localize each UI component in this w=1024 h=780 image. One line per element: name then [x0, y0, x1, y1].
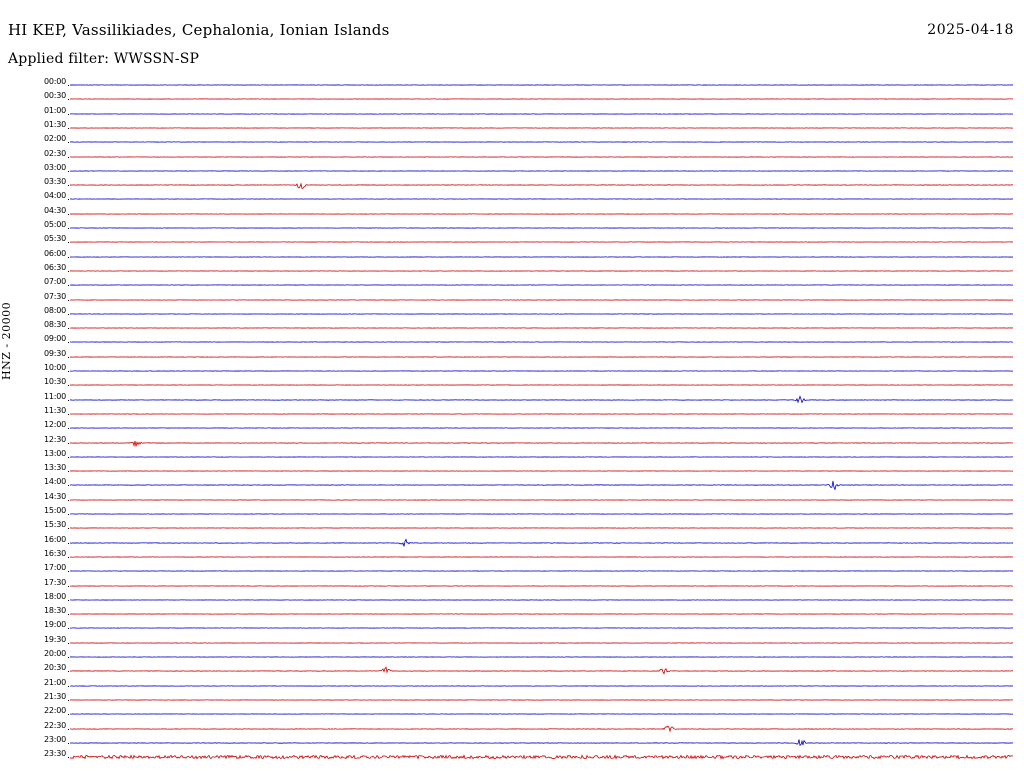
axis-tick	[68, 743, 69, 744]
trace-line	[70, 107, 1014, 121]
axis-tick	[68, 757, 69, 758]
trace-time-label: 17:00	[43, 563, 66, 573]
trace-line	[70, 235, 1014, 249]
record-date: 2025-04-18	[927, 22, 1014, 38]
trace-row	[0, 707, 1024, 721]
axis-tick	[68, 342, 69, 343]
trace-line	[70, 350, 1014, 364]
trace-line	[70, 321, 1014, 335]
axis-tick	[68, 242, 69, 243]
trace-time-label: 19:00	[43, 620, 66, 630]
axis-tick	[68, 128, 69, 129]
trace-time-label: 18:00	[43, 591, 66, 601]
axis-tick	[68, 628, 69, 629]
trace-row	[0, 335, 1024, 349]
trace-line	[70, 550, 1014, 564]
axis-tick	[68, 257, 69, 258]
trace-row	[0, 393, 1024, 407]
axis-tick	[68, 457, 69, 458]
trace-row	[0, 350, 1024, 364]
axis-tick	[68, 314, 69, 315]
trace-row	[0, 250, 1024, 264]
trace-line	[70, 736, 1014, 750]
trace-time-label: 11:30	[43, 405, 66, 415]
axis-tick	[68, 328, 69, 329]
trace-time-label: 21:00	[43, 677, 66, 687]
trace-line	[70, 493, 1014, 507]
trace-row	[0, 593, 1024, 607]
trace-row	[0, 550, 1024, 564]
trace-time-label: 00:30	[43, 91, 66, 101]
trace-time-label: 16:00	[43, 534, 66, 544]
trace-line	[70, 664, 1014, 678]
trace-row	[0, 607, 1024, 621]
axis-tick	[68, 485, 69, 486]
trace-row	[0, 421, 1024, 435]
axis-tick	[68, 528, 69, 529]
trace-line	[70, 378, 1014, 392]
trace-row	[0, 78, 1024, 92]
trace-line	[70, 536, 1014, 550]
trace-row	[0, 507, 1024, 521]
trace-time-label: 08:30	[43, 320, 66, 330]
trace-row	[0, 278, 1024, 292]
seismogram-plot	[0, 78, 1024, 780]
trace-line	[70, 407, 1014, 421]
trace-row	[0, 650, 1024, 664]
trace-row	[0, 121, 1024, 135]
axis-tick	[68, 199, 69, 200]
trace-time-label: 03:00	[43, 162, 66, 172]
trace-line	[70, 450, 1014, 464]
trace-time-label: 23:30	[43, 749, 66, 759]
trace-line	[70, 750, 1014, 764]
trace-row	[0, 192, 1024, 206]
axis-tick	[68, 557, 69, 558]
trace-row	[0, 150, 1024, 164]
trace-line	[70, 693, 1014, 707]
trace-row	[0, 307, 1024, 321]
trace-row	[0, 264, 1024, 278]
axis-tick	[68, 157, 69, 158]
axis-tick	[68, 171, 69, 172]
trace-row	[0, 178, 1024, 192]
trace-row	[0, 321, 1024, 335]
trace-line	[70, 335, 1014, 349]
trace-time-label: 23:00	[43, 734, 66, 744]
trace-line	[70, 264, 1014, 278]
trace-row	[0, 621, 1024, 635]
trace-line	[70, 221, 1014, 235]
trace-row	[0, 521, 1024, 535]
axis-tick	[68, 228, 69, 229]
axis-tick	[68, 729, 69, 730]
trace-time-label: 09:00	[43, 334, 66, 344]
axis-tick	[68, 671, 69, 672]
trace-time-label: 22:00	[43, 706, 66, 716]
trace-time-label: 14:00	[43, 477, 66, 487]
trace-line	[70, 579, 1014, 593]
axis-tick	[68, 500, 69, 501]
applied-filter-label: Applied filter: WWSSN-SP	[8, 51, 200, 67]
trace-row	[0, 293, 1024, 307]
trace-line	[70, 621, 1014, 635]
trace-line	[70, 421, 1014, 435]
axis-tick	[68, 185, 69, 186]
trace-time-label: 04:30	[43, 205, 66, 215]
axis-tick	[68, 586, 69, 587]
trace-line	[70, 278, 1014, 292]
trace-time-label: 22:30	[43, 720, 66, 730]
trace-time-label: 16:30	[43, 548, 66, 558]
axis-tick	[68, 414, 69, 415]
axis-tick	[68, 543, 69, 544]
trace-line	[70, 164, 1014, 178]
trace-time-label: 06:30	[43, 262, 66, 272]
trace-time-label: 08:00	[43, 305, 66, 315]
trace-row	[0, 235, 1024, 249]
trace-time-label: 12:30	[43, 434, 66, 444]
trace-row	[0, 693, 1024, 707]
axis-tick	[68, 657, 69, 658]
trace-line	[70, 293, 1014, 307]
trace-line	[70, 92, 1014, 106]
trace-line	[70, 607, 1014, 621]
trace-line	[70, 707, 1014, 721]
trace-row	[0, 407, 1024, 421]
trace-line	[70, 722, 1014, 736]
trace-row	[0, 536, 1024, 550]
trace-row	[0, 478, 1024, 492]
trace-line	[70, 593, 1014, 607]
trace-row	[0, 579, 1024, 593]
trace-time-label: 20:30	[43, 663, 66, 673]
axis-tick	[68, 600, 69, 601]
trace-line	[70, 307, 1014, 321]
trace-line	[70, 178, 1014, 192]
trace-time-label: 21:30	[43, 691, 66, 701]
trace-time-label: 07:30	[43, 291, 66, 301]
trace-time-label: 03:30	[43, 177, 66, 187]
trace-time-label: 05:00	[43, 220, 66, 229]
trace-time-label: 07:00	[43, 277, 66, 287]
axis-tick	[68, 285, 69, 286]
trace-row	[0, 436, 1024, 450]
axis-tick	[68, 271, 69, 272]
trace-line	[70, 679, 1014, 693]
trace-line	[70, 135, 1014, 149]
axis-tick	[68, 643, 69, 644]
trace-time-label: 13:00	[43, 448, 66, 458]
trace-time-label: 01:30	[43, 119, 66, 129]
axis-tick	[68, 385, 69, 386]
axis-tick	[68, 514, 69, 515]
trace-time-label: 01:00	[43, 105, 66, 115]
trace-row	[0, 750, 1024, 764]
axis-tick	[68, 114, 69, 115]
trace-time-label: 11:00	[43, 391, 66, 401]
trace-row	[0, 378, 1024, 392]
trace-row	[0, 135, 1024, 149]
trace-time-label: 13:30	[43, 463, 66, 473]
trace-line	[70, 636, 1014, 650]
trace-time-label: 00:00	[43, 77, 66, 86]
axis-tick	[68, 428, 69, 429]
trace-row	[0, 664, 1024, 678]
trace-row	[0, 636, 1024, 650]
axis-tick	[68, 300, 69, 301]
axis-tick	[68, 714, 69, 715]
trace-row	[0, 92, 1024, 106]
trace-line	[70, 207, 1014, 221]
trace-time-label: 17:30	[43, 577, 66, 587]
trace-time-label: 12:00	[43, 420, 66, 430]
trace-time-label: 19:30	[43, 634, 66, 644]
axis-tick	[68, 371, 69, 372]
trace-row	[0, 164, 1024, 178]
axis-tick	[68, 85, 69, 86]
trace-time-label: 15:00	[43, 506, 66, 515]
axis-tick	[68, 614, 69, 615]
trace-time-label: 10:00	[43, 363, 66, 372]
axis-tick	[68, 471, 69, 472]
trace-time-label: 05:30	[43, 234, 66, 244]
trace-row	[0, 736, 1024, 750]
axis-tick	[68, 700, 69, 701]
trace-line	[70, 521, 1014, 535]
trace-line	[70, 78, 1014, 92]
trace-time-label: 14:30	[43, 491, 66, 501]
trace-line	[70, 393, 1014, 407]
trace-line	[70, 564, 1014, 578]
trace-row	[0, 493, 1024, 507]
trace-row	[0, 464, 1024, 478]
trace-row	[0, 207, 1024, 221]
axis-tick	[68, 571, 69, 572]
trace-time-label: 18:30	[43, 606, 66, 616]
page-title: HI KEP, Vassilikiades, Cephalonia, Ionian Islands	[8, 21, 390, 39]
trace-line	[70, 478, 1014, 492]
trace-time-label: 10:30	[43, 377, 66, 387]
trace-time-label: 06:00	[43, 248, 66, 258]
axis-tick	[68, 357, 69, 358]
trace-line	[70, 250, 1014, 264]
y-axis-label: HNZ - 20000	[0, 301, 13, 380]
trace-row	[0, 107, 1024, 121]
trace-row	[0, 564, 1024, 578]
axis-tick	[68, 99, 69, 100]
trace-line	[70, 436, 1014, 450]
trace-row	[0, 722, 1024, 736]
trace-row	[0, 221, 1024, 235]
trace-time-label: 15:30	[43, 520, 66, 530]
axis-tick	[68, 142, 69, 143]
trace-line	[70, 650, 1014, 664]
trace-line	[70, 192, 1014, 206]
axis-tick	[68, 443, 69, 444]
trace-line	[70, 507, 1014, 521]
trace-line	[70, 364, 1014, 378]
trace-time-label: 02:00	[43, 134, 66, 144]
trace-time-label: 20:00	[43, 649, 66, 658]
axis-tick	[68, 214, 69, 215]
trace-time-label: 04:00	[43, 191, 66, 201]
trace-row	[0, 679, 1024, 693]
trace-time-label: 02:30	[43, 148, 66, 158]
trace-line	[70, 121, 1014, 135]
axis-tick	[68, 686, 69, 687]
trace-line	[70, 464, 1014, 478]
trace-line	[70, 150, 1014, 164]
trace-time-label: 09:30	[43, 348, 66, 358]
axis-tick	[68, 400, 69, 401]
trace-row	[0, 450, 1024, 464]
chart-header	[0, 0, 1024, 78]
